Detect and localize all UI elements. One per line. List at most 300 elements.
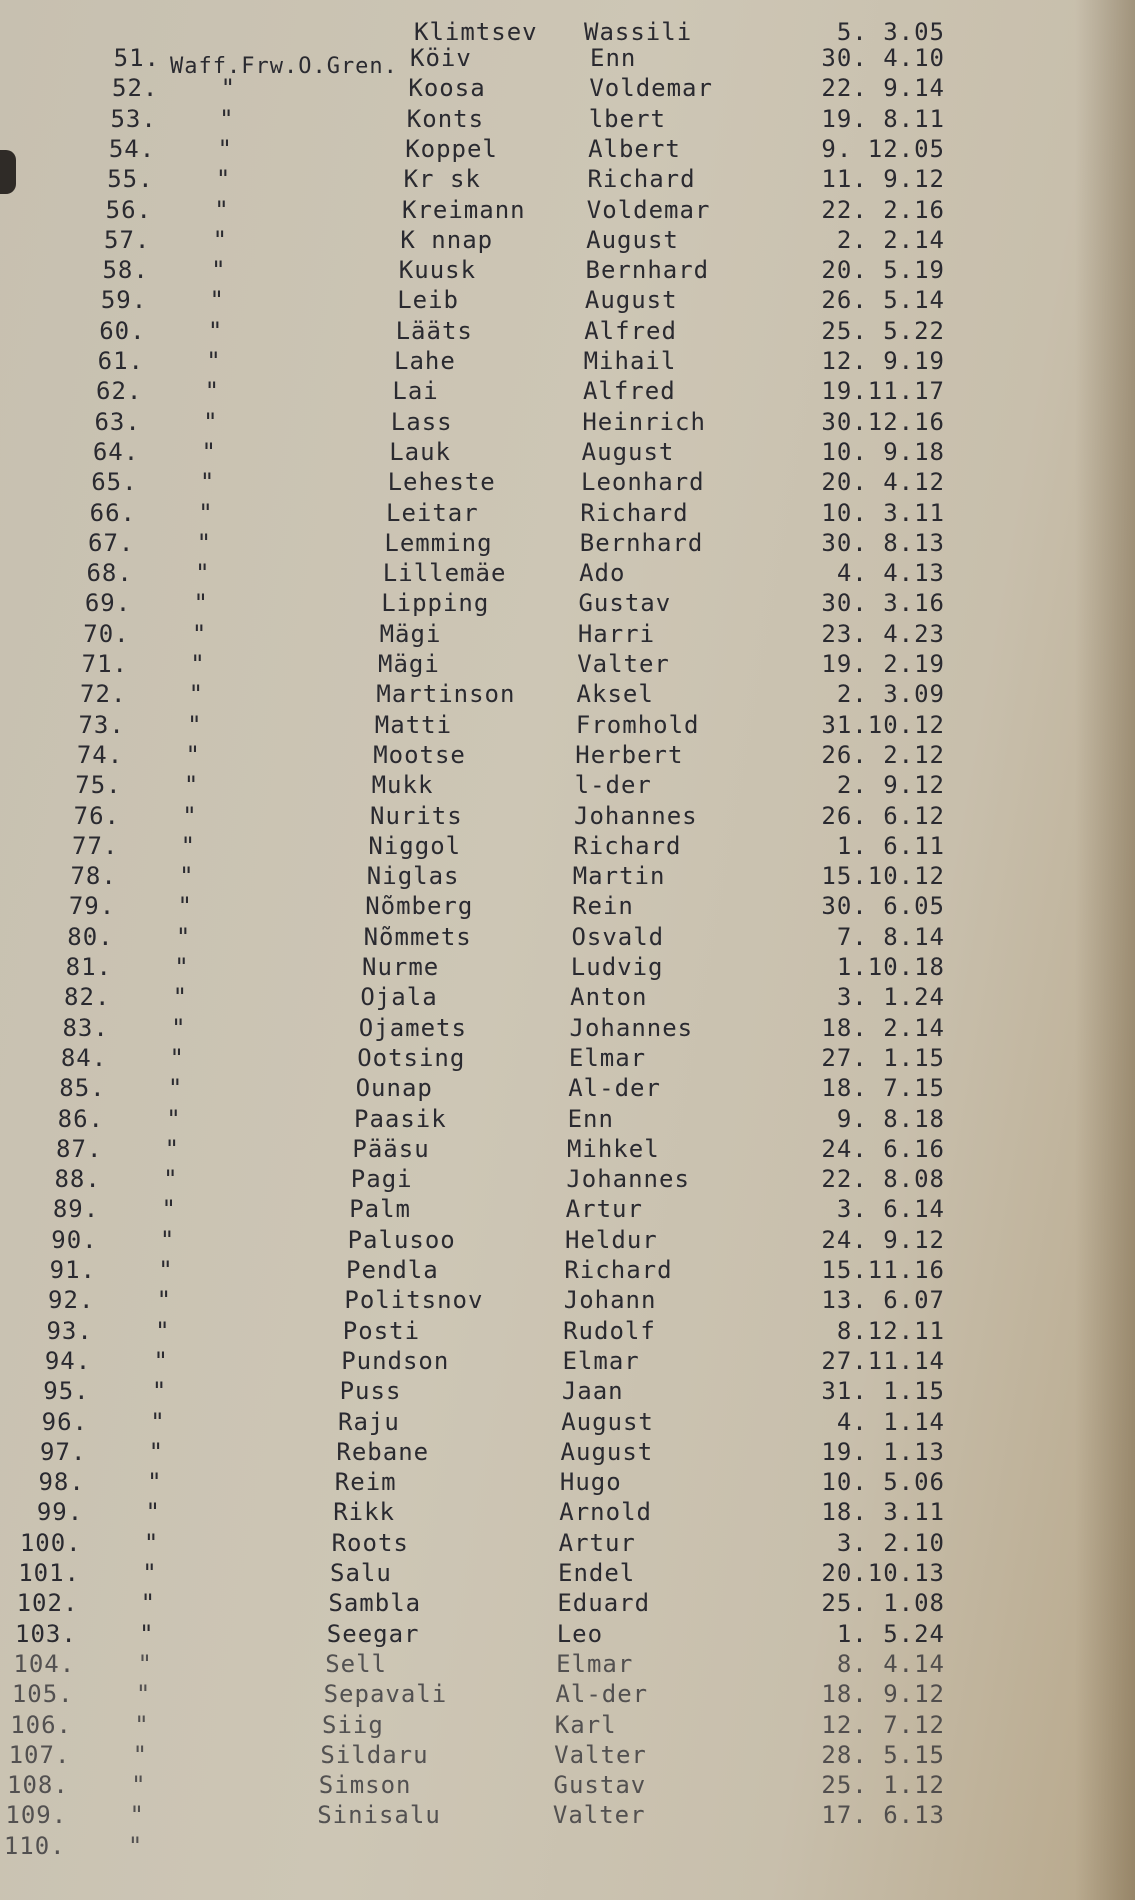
first-name: Artur <box>565 1195 643 1224</box>
roster-row <box>0 1165 1135 1193</box>
first-name: Fromhold <box>575 710 700 739</box>
birth-date: 1.10.18 <box>836 953 945 981</box>
surname: Matti <box>374 710 453 739</box>
row-number: 80. <box>67 922 114 951</box>
birth-date: 19.11.17 <box>821 377 945 406</box>
ditto-mark: " <box>212 225 229 254</box>
row-number: 92. <box>48 1286 95 1315</box>
ditto-mark: " <box>204 377 221 406</box>
ditto-mark: " <box>215 165 232 194</box>
ditto-mark: " <box>171 1013 187 1042</box>
surname: Nurme <box>362 953 440 981</box>
row-number: 73. <box>78 710 125 739</box>
birth-date: 25. 1.08 <box>821 1589 945 1618</box>
ditto-mark: " <box>156 1286 173 1315</box>
surname: Sepavali <box>323 1680 448 1709</box>
roster-row <box>0 1014 1135 1042</box>
roster-row <box>0 1771 1135 1799</box>
ditto-mark: " <box>188 680 205 709</box>
birth-date: 3. 1.24 <box>836 983 945 1012</box>
birth-date: 18. 9.12 <box>821 1680 945 1709</box>
row-number: 89. <box>52 1195 100 1224</box>
ditto-mark: " <box>201 437 217 466</box>
birth-date: 4. 1.14 <box>836 1407 945 1436</box>
row-number: 83. <box>62 1013 109 1042</box>
first-name: Leonhard <box>581 468 705 497</box>
row-number: 52. <box>112 74 159 103</box>
surname: Nõmberg <box>365 892 474 921</box>
surname: Pendla <box>346 1256 439 1284</box>
row-number: 78. <box>70 862 117 891</box>
first-name: Al-der <box>568 1074 661 1103</box>
first-name: Martin <box>572 862 666 891</box>
surname: Ootsing <box>357 1043 466 1072</box>
header-date: 5. 3.05 <box>836 18 945 46</box>
first-name: l-der <box>574 771 652 800</box>
surname: Puss <box>339 1377 402 1406</box>
roster-row <box>0 953 1135 981</box>
row-number: 72. <box>80 680 127 709</box>
first-name: Harri <box>577 619 656 648</box>
roster-row <box>0 1074 1135 1102</box>
roster-row <box>0 105 1135 133</box>
row-number: 71. <box>81 650 128 678</box>
first-name: Leo <box>556 1619 604 1648</box>
birth-date: 9. 8.18 <box>836 1104 945 1133</box>
surname: Raju <box>338 1407 400 1436</box>
roster-row <box>0 1498 1135 1526</box>
surname: Lillemäe <box>382 559 507 588</box>
surname: Koosa <box>408 74 486 103</box>
roster-row <box>0 438 1135 466</box>
row-number: 62. <box>96 377 143 406</box>
row-number: 94. <box>44 1346 92 1375</box>
surname: Pagi <box>350 1165 413 1194</box>
birth-date: 9. 12.05 <box>821 134 945 163</box>
first-name: Richard <box>587 165 696 194</box>
roster-row <box>0 771 1135 799</box>
roster-row <box>0 559 1135 587</box>
roster-row <box>0 802 1135 830</box>
birth-date: 18. 3.11 <box>821 1498 945 1527</box>
first-name: Alfred <box>582 377 676 406</box>
ditto-mark: " <box>143 1528 160 1557</box>
row-number: 61. <box>97 347 144 375</box>
ditto-mark: " <box>206 347 222 375</box>
ditto-mark: " <box>187 710 203 739</box>
first-name: Valter <box>577 650 670 678</box>
first-name: Osvald <box>571 922 665 951</box>
first-name: Johannes <box>574 801 698 830</box>
roster-row <box>0 862 1135 890</box>
first-name: Enn <box>590 44 637 72</box>
birth-date: 10. 9.18 <box>821 437 945 466</box>
first-name: Hugo <box>559 1468 622 1497</box>
row-number: 96. <box>41 1407 88 1436</box>
roster-row <box>0 1589 1135 1617</box>
roster-row <box>0 1377 1135 1405</box>
surname: Nõmmets <box>363 922 472 951</box>
surname: Salu <box>330 1559 392 1587</box>
birth-date: 28. 5.15 <box>821 1740 945 1769</box>
roster-row <box>0 1226 1135 1254</box>
surname: Palm <box>349 1195 411 1224</box>
surname: Siig <box>322 1710 384 1739</box>
birth-date: 26. 6.12 <box>821 801 945 830</box>
row-number: 60. <box>99 316 146 345</box>
roster-row <box>0 44 1135 72</box>
birth-date: 23. 4.23 <box>821 619 945 648</box>
birth-date: 15.10.12 <box>821 862 945 891</box>
ditto-mark: " <box>135 1680 152 1709</box>
first-name: Eduard <box>557 1589 651 1618</box>
row-number: 74. <box>76 740 124 769</box>
birth-date: 8.12.11 <box>836 1316 945 1345</box>
roster-row <box>0 135 1135 163</box>
surname: Niglas <box>366 862 460 891</box>
surname: Leitar <box>386 498 479 527</box>
surname: Lemming <box>384 528 493 557</box>
first-name: Voldemar <box>586 195 711 224</box>
roster-row <box>0 317 1135 345</box>
first-name: Jaan <box>561 1377 624 1406</box>
row-number: 51. <box>113 44 160 72</box>
ditto-mark: " <box>183 771 200 800</box>
ditto-mark: " <box>153 1346 169 1375</box>
first-name: Richard <box>573 831 682 860</box>
birth-date: 2. 3.09 <box>836 680 945 709</box>
surname: Pundson <box>341 1346 450 1375</box>
surname: Mukk <box>371 771 434 800</box>
row-number: 85. <box>59 1074 106 1103</box>
row-number: 58. <box>102 256 149 285</box>
ditto-mark: " <box>179 862 195 891</box>
surname: Leib <box>397 286 459 315</box>
surname: Rikk <box>333 1498 395 1527</box>
birth-date: 10. 3.11 <box>821 498 945 527</box>
first-name: August <box>581 437 675 466</box>
birth-date: 31.10.12 <box>821 710 945 739</box>
surname: Palusoo <box>347 1225 456 1254</box>
roster-row <box>0 1741 1135 1769</box>
surname: Paasik <box>354 1104 447 1133</box>
first-name: Alfred <box>584 316 677 345</box>
ditto-mark: " <box>190 650 206 678</box>
surname: Sildaru <box>320 1740 429 1769</box>
first-name: Anton <box>570 983 648 1012</box>
row-number: 110. <box>3 1831 66 1860</box>
roster-row <box>0 1620 1135 1648</box>
row-number: 75. <box>75 771 122 800</box>
ditto-mark: " <box>169 1043 185 1072</box>
surname: Kuusk <box>398 256 477 285</box>
first-name: Artur <box>558 1528 636 1557</box>
row-number: 82. <box>64 983 111 1012</box>
birth-date: 3. 2.10 <box>836 1528 945 1557</box>
ditto-mark: " <box>150 1407 166 1436</box>
unit-label: Waff.Frw.O.Gren. <box>170 54 398 79</box>
row-number: 108. <box>7 1771 69 1800</box>
row-number: 66. <box>89 498 136 527</box>
first-name: Valter <box>554 1740 647 1769</box>
roster-row <box>0 892 1135 920</box>
roster-row <box>0 347 1135 375</box>
roster-row <box>0 499 1135 527</box>
ditto-mark: " <box>180 831 197 860</box>
ditto-mark: " <box>151 1377 168 1406</box>
roster-row <box>0 680 1135 708</box>
row-number: 104. <box>13 1649 76 1678</box>
roster-row <box>0 1711 1135 1739</box>
row-number: 95. <box>43 1377 90 1406</box>
surname: Seegar <box>326 1619 420 1648</box>
row-number: 102. <box>16 1589 79 1618</box>
birth-date: 4. 4.13 <box>836 559 945 588</box>
surname: Lass <box>390 407 453 436</box>
row-number: 93. <box>46 1316 93 1345</box>
row-number: 103. <box>15 1619 77 1648</box>
roster-row <box>0 1408 1135 1436</box>
ditto-mark: " <box>177 892 193 921</box>
ditto-mark: " <box>198 498 214 527</box>
first-name: Richard <box>580 498 689 527</box>
ditto-mark: " <box>185 740 201 769</box>
birth-date: 26. 2.12 <box>821 740 945 769</box>
surname: Konts <box>406 104 485 133</box>
first-name: Endel <box>558 1559 636 1587</box>
surname: Lauk <box>389 437 451 466</box>
ditto-mark: " <box>174 953 190 981</box>
birth-date: 31. 1.15 <box>821 1377 945 1406</box>
roster-row <box>0 1105 1135 1133</box>
surname: Sinisalu <box>317 1801 441 1830</box>
header-first-name: Wassili <box>584 18 693 46</box>
roster-row <box>0 923 1135 951</box>
ditto-mark: " <box>203 407 219 436</box>
birth-date: 13. 6.07 <box>821 1286 945 1315</box>
birth-date: 30. 8.13 <box>821 528 945 557</box>
birth-date: 20. 4.12 <box>821 468 945 497</box>
ditto-mark: " <box>164 1134 181 1163</box>
birth-date: 8. 4.14 <box>836 1649 945 1678</box>
roster-row <box>0 196 1135 224</box>
ditto-mark: " <box>158 1256 174 1284</box>
row-number: 105. <box>11 1680 74 1709</box>
roster-row <box>0 741 1135 769</box>
ditto-mark: " <box>175 922 192 951</box>
first-name: Rein <box>572 892 634 921</box>
ditto-mark: " <box>209 286 225 315</box>
first-name: Gustav <box>578 589 672 618</box>
roster-row <box>0 1832 1135 1860</box>
birth-date: 30. 3.16 <box>821 589 945 618</box>
roster-row <box>0 226 1135 254</box>
roster-row <box>0 1650 1135 1678</box>
ditto-mark: " <box>163 1165 179 1194</box>
first-name: Mihkel <box>566 1134 660 1163</box>
roster-row <box>0 650 1135 678</box>
ditto-mark: " <box>129 1801 145 1830</box>
first-name: Al-der <box>555 1680 649 1709</box>
birth-date: 22. 9.14 <box>821 74 945 103</box>
birth-date: 1. 5.24 <box>836 1619 945 1648</box>
surname: Sell <box>325 1649 387 1678</box>
row-number: 81. <box>65 953 112 981</box>
birth-date: 17. 6.13 <box>821 1801 945 1830</box>
row-number: 65. <box>91 468 138 497</box>
birth-date: 20.10.13 <box>821 1559 945 1587</box>
first-name: Arnold <box>559 1498 652 1527</box>
ditto-mark: " <box>139 1619 155 1648</box>
surname: Mägi <box>378 650 440 678</box>
surname: Martinson <box>376 680 516 709</box>
surname: K nnap <box>400 225 494 254</box>
first-name: Ado <box>579 559 626 588</box>
ditto-mark: " <box>195 559 211 588</box>
birth-date: 12. 7.12 <box>821 1710 945 1739</box>
birth-date: 30. 4.10 <box>821 44 945 72</box>
ditto-mark: " <box>214 195 230 224</box>
row-number: 53. <box>110 104 157 133</box>
birth-date: 10. 5.06 <box>821 1468 945 1497</box>
row-number: 91. <box>49 1256 96 1284</box>
birth-date: 19. 8.11 <box>821 104 945 133</box>
birth-date: 2. 9.12 <box>836 771 945 800</box>
first-name: lbert <box>588 104 666 133</box>
roster-row <box>0 256 1135 284</box>
roster-row <box>0 529 1135 557</box>
birth-date: 27. 1.15 <box>821 1043 945 1072</box>
ditto-mark: " <box>131 1771 147 1800</box>
birth-date: 26. 5.14 <box>821 286 945 315</box>
birth-date: 19. 1.13 <box>821 1437 945 1466</box>
roster-row <box>0 1468 1135 1496</box>
first-name: Gustav <box>553 1771 647 1800</box>
surname: Roots <box>331 1528 409 1557</box>
ditto-mark: " <box>159 1225 176 1254</box>
first-name: Johannes <box>569 1013 694 1042</box>
first-name: August <box>560 1437 654 1466</box>
first-name: Elmar <box>568 1043 647 1072</box>
first-name: August <box>584 286 678 315</box>
surname: Politsnov <box>344 1286 484 1315</box>
roster-row <box>0 1286 1135 1314</box>
birth-date: 30.12.16 <box>821 407 945 436</box>
first-name: Bernhard <box>585 256 710 285</box>
birth-date: 24. 6.16 <box>821 1134 945 1163</box>
row-number: 98. <box>38 1468 85 1497</box>
header-surname: Klimtsev <box>414 18 538 46</box>
ditto-mark: " <box>217 134 233 163</box>
surname: Lipping <box>381 589 490 618</box>
row-number: 101. <box>18 1559 80 1587</box>
first-name: Rudolf <box>563 1316 656 1345</box>
birth-date: 27.11.14 <box>821 1346 945 1375</box>
surname: Sambla <box>328 1589 422 1618</box>
roster-row <box>0 1680 1135 1708</box>
roster-row <box>0 377 1135 405</box>
birth-date: 22. 2.16 <box>821 195 945 224</box>
roster-row <box>0 1044 1135 1072</box>
surname: Pääsu <box>352 1134 430 1163</box>
ditto-mark: " <box>219 104 235 133</box>
row-number: 84. <box>60 1043 108 1072</box>
row-number: 59. <box>100 286 148 315</box>
surname: Niggol <box>368 831 462 860</box>
birth-date: 11. 9.12 <box>821 165 945 194</box>
roster-row <box>0 74 1135 102</box>
row-number: 57. <box>104 225 151 254</box>
birth-date: 25. 1.12 <box>821 1771 945 1800</box>
roster-row <box>0 1195 1135 1223</box>
roster-row <box>0 468 1135 496</box>
first-name: Elmar <box>556 1649 634 1678</box>
first-name: Johannes <box>566 1165 690 1194</box>
first-name: Valter <box>552 1801 646 1830</box>
ditto-mark: " <box>147 1468 163 1497</box>
ditto-mark: " <box>140 1589 157 1618</box>
row-number: 68. <box>86 559 133 588</box>
surname: Kreimann <box>402 195 526 224</box>
birth-date: 20. 5.19 <box>821 256 945 285</box>
surname: Simson <box>318 1771 412 1800</box>
ditto-mark: " <box>155 1316 171 1345</box>
surname: Ounap <box>355 1074 433 1103</box>
surname: Kr sk <box>403 165 481 194</box>
roster-row <box>0 1559 1135 1587</box>
ditto-mark: " <box>172 983 189 1012</box>
first-name: Karl <box>554 1710 617 1739</box>
birth-date: 1. 6.11 <box>836 831 945 860</box>
birth-date: 3. 6.14 <box>836 1195 945 1224</box>
surname: Mägi <box>379 619 442 648</box>
roster-header-row <box>0 18 1135 46</box>
roster-row <box>0 1438 1135 1466</box>
surname: Köiv <box>410 44 472 72</box>
row-number: 100. <box>19 1528 82 1557</box>
row-number: 97. <box>40 1437 87 1466</box>
ditto-mark: " <box>199 468 216 497</box>
ditto-mark: " <box>134 1710 150 1739</box>
ditto-mark: " <box>193 589 209 618</box>
row-number: 107. <box>8 1740 71 1769</box>
row-number: 99. <box>36 1498 84 1527</box>
row-number: 77. <box>72 831 119 860</box>
roster-row <box>0 165 1135 193</box>
surname: Reim <box>334 1468 397 1497</box>
surname: Mootse <box>373 740 466 769</box>
row-number: 70. <box>83 619 130 648</box>
first-name: Mihail <box>583 347 677 375</box>
roster-row <box>0 1801 1135 1829</box>
surname: Ojala <box>360 983 438 1012</box>
row-number: 79. <box>68 892 116 921</box>
ditto-mark: " <box>211 256 227 285</box>
roster-row <box>0 832 1135 860</box>
ditto-mark: " <box>142 1559 158 1587</box>
row-number: 86. <box>57 1104 104 1133</box>
roster-row <box>0 983 1135 1011</box>
ditto-mark: " <box>127 1831 144 1860</box>
birth-date: 2. 2.14 <box>836 225 945 254</box>
first-name: August <box>561 1407 654 1436</box>
row-number: 109. <box>5 1801 68 1830</box>
ditto-mark: " <box>161 1195 177 1224</box>
first-name: Enn <box>567 1104 614 1133</box>
first-name: Aksel <box>576 680 654 709</box>
roster-row <box>0 589 1135 617</box>
surname: Rebane <box>336 1437 430 1466</box>
